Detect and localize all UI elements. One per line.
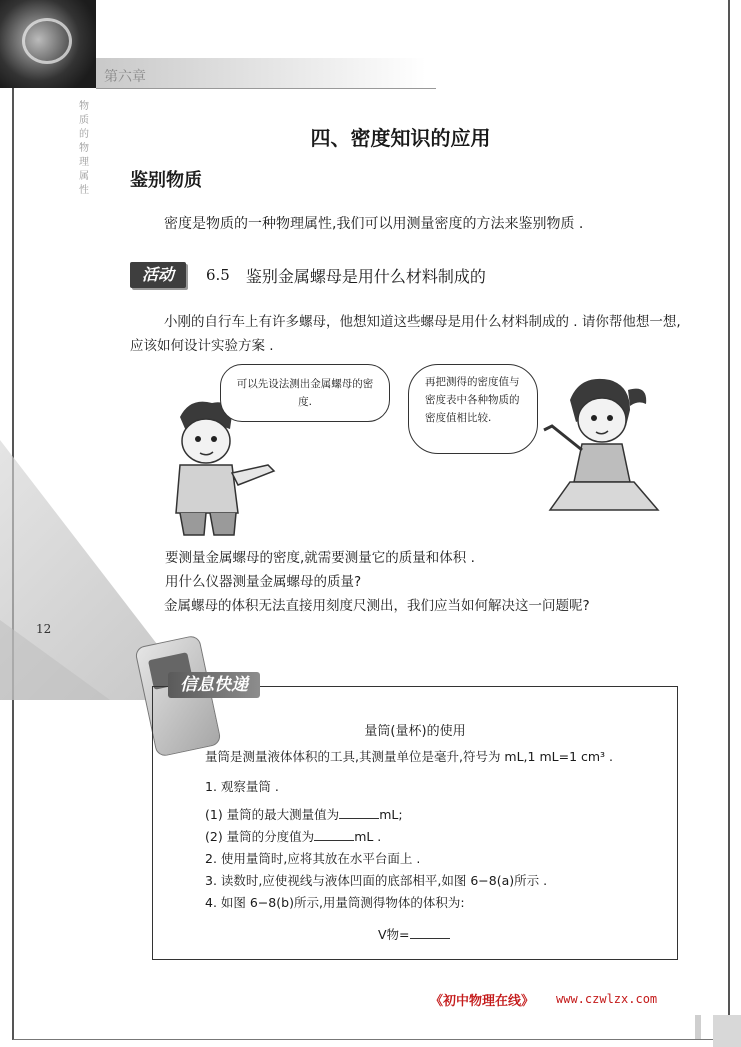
chapter-label: 第六章 xyxy=(104,69,146,85)
answer-blank[interactable] xyxy=(339,806,379,819)
volume-formula xyxy=(378,926,450,944)
subheading: 鉴别物质 xyxy=(130,170,202,191)
corner-decoration xyxy=(713,1015,741,1047)
nebula-thumbnail xyxy=(0,0,96,88)
question-line: 用什么仪器测量金属螺母的质量? xyxy=(165,574,362,590)
formula-text: V物= xyxy=(378,927,410,942)
info-title: 量筒(量杯)的使用 xyxy=(364,724,466,739)
info-text: mL; xyxy=(379,807,403,822)
info-line: 4. 如图 6−8(b)所示,用量筒测得物体的体积为: xyxy=(205,895,465,910)
info-line: 2. 使用量筒时,应将其放在水平台面上 . xyxy=(205,851,421,866)
footer-url[interactable]: www.czwlzx.com xyxy=(556,992,658,1006)
vertical-chapter-title: 物质的物理属性 xyxy=(79,101,89,196)
info-text: (1) 量筒的最大测量值为 xyxy=(205,807,340,822)
answer-blank[interactable] xyxy=(314,828,354,841)
footer-brand[interactable]: 《初中物理在线》 xyxy=(430,994,535,1009)
page-number: 12 xyxy=(36,622,52,636)
intro-paragraph: 密度是物质的一种物理属性,我们可以用测量密度的方法来鉴别物质 . xyxy=(164,216,584,232)
activity-title: 鉴别金属螺母是用什么材料制成的 xyxy=(245,266,486,286)
activity-paragraph: 小刚的自行车上有许多螺母，他想知道这些螺母是用什么材料制成的 . 请你帮他想一想,应该如何设计实验方案 . xyxy=(130,314,681,354)
activity-number: 6.5 xyxy=(206,266,230,284)
section-title: 四、密度知识的应用 xyxy=(310,126,491,150)
info-line: 量筒是测量液体体积的工具,其测量单位是毫升,符号为 mL,1 mL=1 cm³ . xyxy=(205,749,614,764)
info-text: (2) 量筒的分度值为 xyxy=(205,829,315,844)
question-paragraph: 金属螺母的体积无法直接用刻度尺测出，我们应当如何解决这一问题呢? xyxy=(164,598,590,614)
info-line: 3. 读数时,应使视线与液体凹面的底部相平,如图 6−8(a)所示 . xyxy=(205,873,548,888)
question-line: 要测量金属螺母的密度,就需要测量它的质量和体积 . xyxy=(165,550,475,566)
activity-header xyxy=(130,262,486,288)
info-line xyxy=(205,828,381,846)
info-text: mL . xyxy=(354,829,382,844)
boy-speech-bubble: 可以先设法测出金属螺母的密度. xyxy=(220,364,390,422)
girl-speech-bubble: 再把测得的密度值与密度表中各种物质的密度值相比较. xyxy=(408,364,538,454)
questions xyxy=(165,546,695,594)
info-label: 信息快递 xyxy=(168,672,260,698)
header-rule xyxy=(96,88,436,89)
corner-decoration-bar xyxy=(695,1015,701,1039)
info-line xyxy=(205,806,403,824)
girl-illustration xyxy=(530,370,670,525)
info-line: 1. 观察量筒 . xyxy=(205,779,279,794)
activity-badge: 活动 xyxy=(130,262,186,288)
answer-blank[interactable] xyxy=(410,926,450,939)
